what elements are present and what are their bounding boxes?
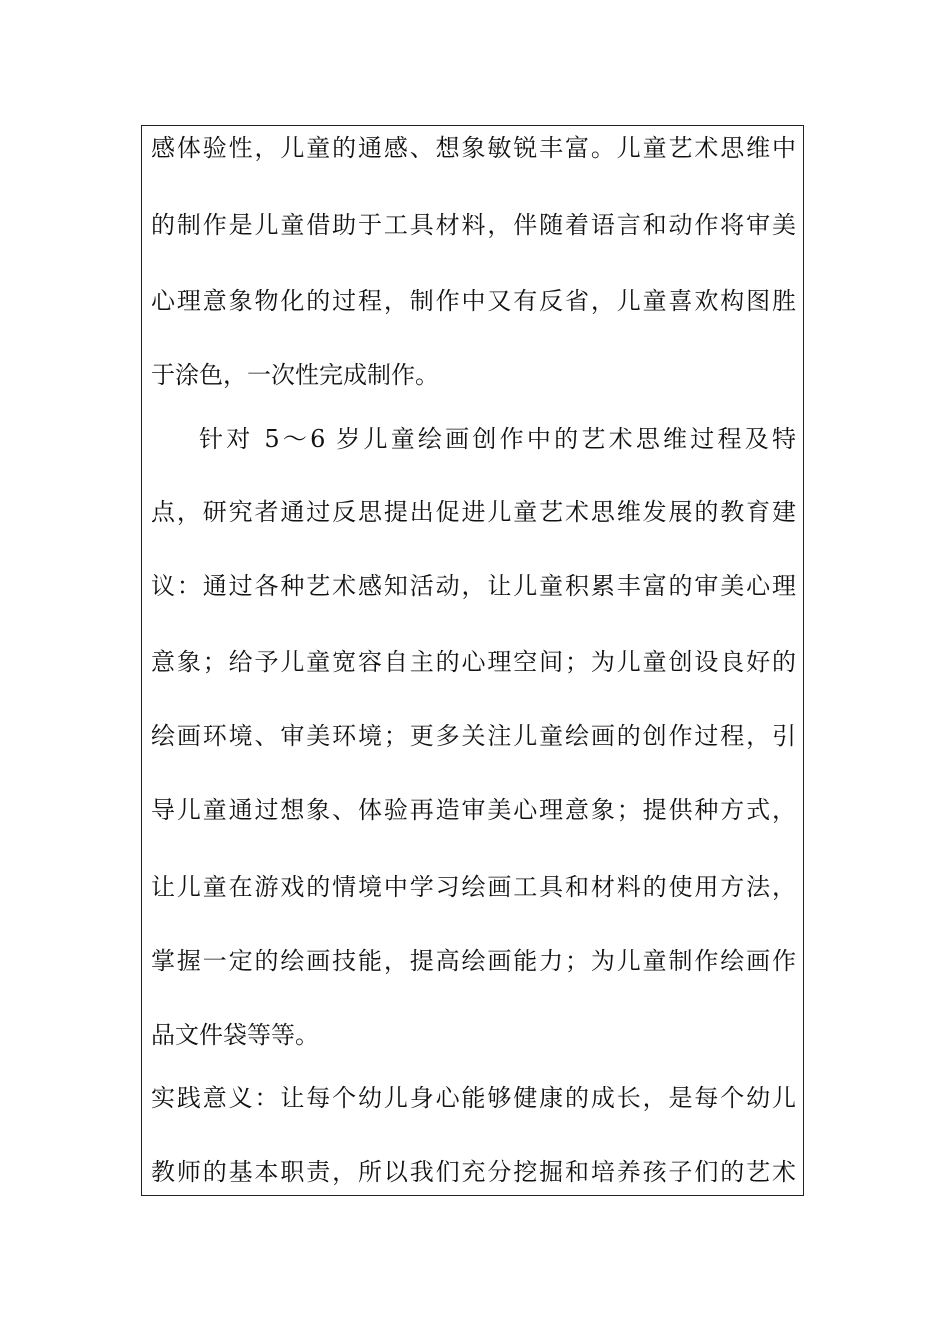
text-line: 点，研究者通过反思提出促进儿童艺术思维发展的教育建 — [151, 498, 796, 526]
text-line: 绘画环境、审美环境；更多关注儿童绘画的创作过程，引 — [151, 722, 796, 750]
text-line: 教师的基本职责，所以我们充分挖掘和培养孩子们的艺术 — [151, 1158, 796, 1186]
text-line: 议：通过各种艺术感知活动，让儿童积累丰富的审美心理 — [151, 572, 796, 600]
text-line: 让儿童在游戏的情境中学习绘画工具和材料的使用方法， — [151, 873, 796, 901]
text-frame — [141, 125, 804, 1196]
text-line: 感体验性，儿童的通感、想象敏锐丰富。儿童艺术思维中 — [151, 134, 796, 162]
text-line: 导儿童通过想象、体验再造审美心理意象；提供种方式， — [151, 796, 796, 824]
text-line: 掌握一定的绘画技能，提高绘画能力；为儿童制作绘画作 — [151, 947, 796, 975]
text-line: 实践意义：让每个幼儿身心能够健康的成长，是每个幼儿 — [151, 1084, 796, 1112]
text-line: 的制作是儿童借助于工具材料，伴随着语言和动作将审美 — [151, 211, 796, 239]
text-line: 心理意象物化的过程，制作中又有反省，儿童喜欢构图胜 — [151, 287, 796, 315]
text-line-indented: 针对 5～6 岁儿童绘画创作中的艺术思维过程及特 — [199, 425, 796, 453]
text-line: 意象；给予儿童宽容自主的心理空间；为儿童创设良好的 — [151, 648, 796, 676]
text-line: 于涂色，一次性完成制作。 — [151, 361, 439, 389]
text-line: 品文件袋等等。 — [151, 1021, 319, 1049]
